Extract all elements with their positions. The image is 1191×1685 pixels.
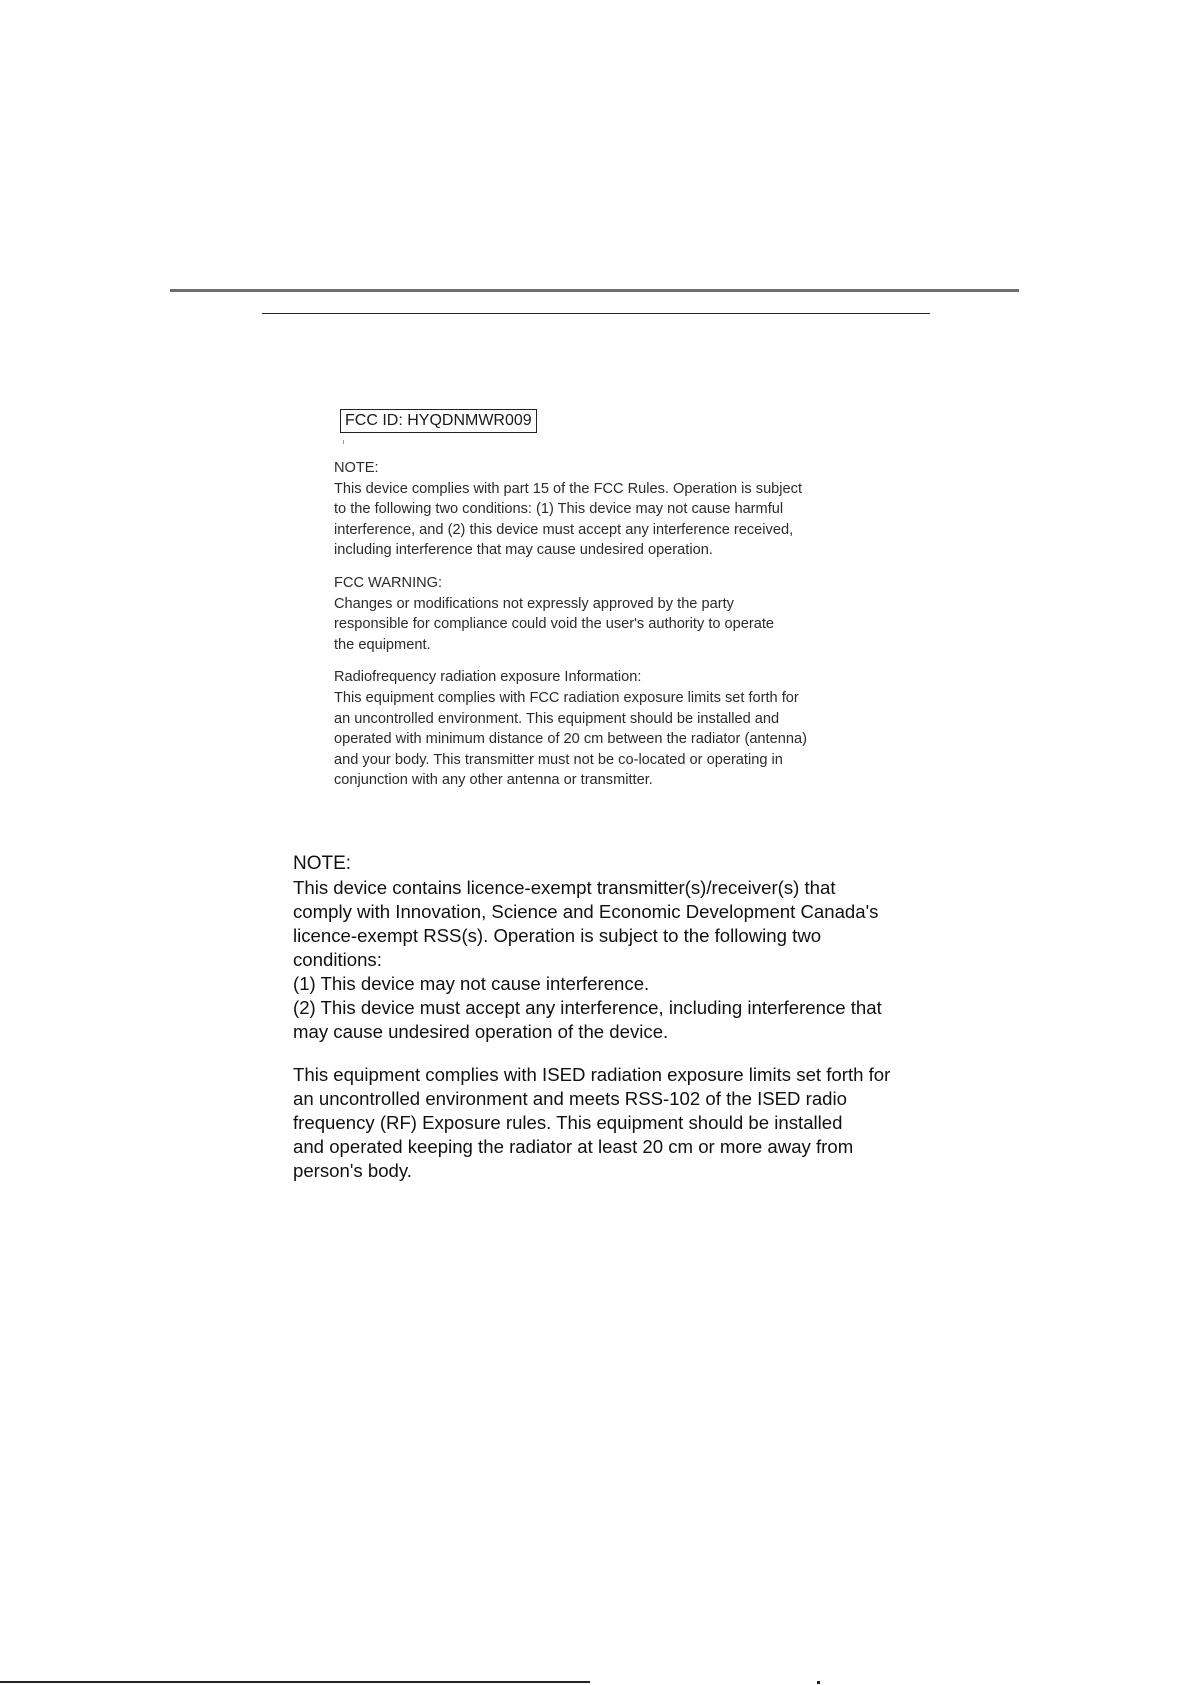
fcc-rf-section xyxy=(334,667,874,791)
header-rule-secondary xyxy=(262,313,930,314)
fcc-rf-line: This equipment complies with FCC radiation exposure limits set forth for xyxy=(334,689,799,706)
ised-note-line: (1) This device may not cause interference. xyxy=(293,973,650,994)
ised-rf-line: person's body. xyxy=(293,1160,412,1181)
fcc-rf-line: operated with minimum distance of 20 cm between the radiator (antenna) xyxy=(334,731,807,748)
ised-notice xyxy=(293,852,913,1202)
fcc-note-section xyxy=(334,458,874,561)
footer-rule xyxy=(0,1681,590,1683)
ised-rf-section xyxy=(293,1063,913,1183)
fcc-note-line: including interference that may cause undesired operation. xyxy=(334,542,713,559)
ised-rf-line: This equipment complies with ISED radiation exposure limits set forth for xyxy=(293,1064,891,1085)
ised-note-line: conditions: xyxy=(293,949,382,970)
footer-mark xyxy=(817,1681,820,1684)
fcc-warning-line: responsible for compliance could void the user's authority to operate xyxy=(334,616,775,633)
ised-note-line: may cause undesired operation of the device. xyxy=(293,1021,669,1042)
fcc-note-line: interference, and (2) this device must accept any interference received, xyxy=(334,521,794,538)
ised-rf-line: and operated keeping the radiator at least 20 cm or more away from xyxy=(293,1136,854,1157)
ised-rf-line: frequency (RF) Exposure rules. This equipment should be installed xyxy=(293,1112,843,1133)
fcc-rf-line: and your body. This transmitter must not be co-located or operating in xyxy=(334,751,783,768)
ised-note-section xyxy=(293,852,913,1044)
fcc-note-line: to the following two conditions: (1) This device may not cause harmful xyxy=(334,501,784,518)
fcc-warning-heading: FCC WARNING: xyxy=(334,574,443,591)
fcc-warning-section xyxy=(334,573,874,655)
fcc-warning-line: Changes or modifications not expressly approved by the party xyxy=(334,595,734,612)
ised-note-line: This device contains licence-exempt transmitter(s)/receiver(s) that xyxy=(293,877,836,898)
fcc-note-heading: NOTE: xyxy=(334,460,379,476)
ised-note-line: licence-exempt RSS(s). Operation is subject to the following two xyxy=(293,925,822,946)
fcc-notice xyxy=(334,458,874,803)
fcc-rf-heading: Radiofrequency radiation exposure Information: xyxy=(334,669,642,686)
scan-mark xyxy=(343,440,344,444)
ised-note-line: comply with Innovation, Science and Economic Development Canada's xyxy=(293,901,879,922)
ised-rf-line: an uncontrolled environment and meets RSS-102 of the ISED radio xyxy=(293,1088,847,1109)
fcc-rf-line: an uncontrolled environment. This equipment should be installed and xyxy=(334,710,780,727)
ised-note-line: (2) This device must accept any interference, including interference that xyxy=(293,997,882,1018)
fcc-warning-line: the equipment. xyxy=(334,636,431,653)
ised-note-heading: NOTE: xyxy=(293,853,352,874)
fcc-id-label: FCC ID: HYQDNMWR009 xyxy=(340,409,537,433)
fcc-note-line: This device complies with part 15 of the FCC Rules. Operation is subject xyxy=(334,480,803,497)
fcc-rf-line: conjunction with any other antenna or transmitter. xyxy=(334,772,653,789)
header-rule-top xyxy=(170,289,1019,292)
